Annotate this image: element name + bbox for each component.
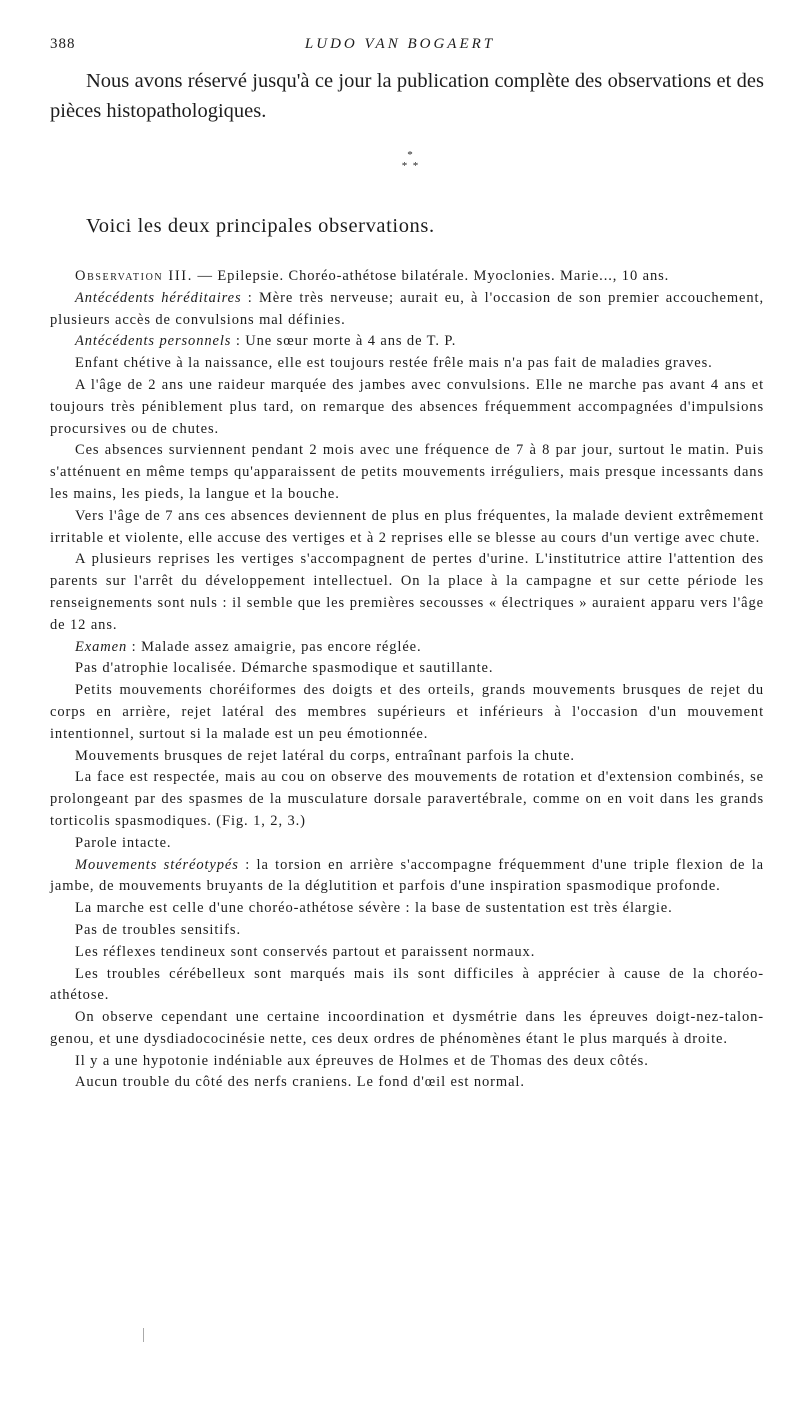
section-subheading: Voici les deux principales observations.: [86, 215, 435, 237]
observation-label: Observation III.: [75, 268, 193, 284]
margin-mark: [143, 1328, 144, 1342]
paragraph: Il y a une hypotonie indéniable aux épreuves de Holmes et de Thomas des deux côtés.: [75, 1052, 649, 1069]
paragraph-mouvements-stereotypes: Mouvements stéréotypés : la torsion en arrière s'accompagne fréquemment d'une triple flexion de la jambe, de mouvements bruyants de la déglutition et parfois d'une inspiration spasmodique profonde.: [50, 856, 765, 895]
paragraph: Pas de troubles sensitifs.: [75, 921, 241, 938]
running-title: LUDO VAN BOGAERT: [304, 36, 496, 52]
observation-summary: Epilepsie. Choréo-athétose bilatérale. Myoclonies. Marie..., 10 ans.: [217, 268, 670, 284]
stereotypes-label: Mouvements stéréotypés: [75, 856, 239, 873]
paragraph: Les troubles cérébelleux sont marqués mais ils sont difficiles à apprécier à cause de la choréo-athétose.: [50, 965, 764, 1004]
paragraph: La marche est celle d'une choréo-athétose sévère : la base de sustentation est très élargie.: [75, 900, 673, 917]
antecedents-hereditaires-label: Antécédents héréditaires: [75, 289, 242, 306]
paragraph-examen: Examen : Malade assez amaigrie, pas encore réglée.: [75, 638, 422, 655]
intro-paragraph: Nous avons réservé jusqu'à ce jour la publication complète des observations et des pièces histopathologiques.: [50, 70, 764, 122]
paragraph: A plusieurs reprises les vertiges s'accompagnent de pertes d'urine. L'institutrice attire l'attention des parents sur l'arrêt du développement intellectuel. On la place à la campagne et sur cette période les renseignements sont nuls : il semble que les premières secousses « électriques » auraient apparu vers l'âge de 12 ans.: [50, 551, 764, 633]
paragraph: Vers l'âge de 7 ans ces absences deviennent de plus en plus fréquentes, la malade devient extrêmement irritable et violente, elle accuse des vertiges et à 2 reprises elle se blesse au cours d'un vertige avec chute.: [50, 507, 764, 546]
observation-body: [50, 266, 764, 1094]
paragraph: Les réflexes tendineux sont conservés partout et paraissent normaux.: [75, 943, 536, 960]
paragraph: Pas d'atrophie localisée. Démarche spasmodique et sautillante.: [75, 660, 494, 677]
paragraph: Parole intacte.: [75, 834, 172, 851]
paragraph: A l'âge de 2 ans une raideur marquée des jambes avec convulsions. Elle ne marche pas avant 4 ans et toujours très péniblement plus tard, on remarque des absences fréquemment accompagnées d'impulsions procursives ou de chutes.: [50, 376, 764, 437]
paragraph: On observe cependant une certaine incoordination et dysmétrie dans les épreuves doigt-nez-talon-genou, et une dysdiadococinésie nette, ces deux ordres de phénomènes étant le plus marqués à droite.: [50, 1009, 764, 1047]
observation-heading: Observation III. — Epilepsie. Choréo-athétose bilatérale. Myoclonies. Marie..., 10 ans.: [75, 268, 670, 284]
paragraph: Aucun trouble du côté des nerfs craniens. Le fond d'œil est normal.: [75, 1074, 525, 1091]
section-separator: * * *: [401, 149, 419, 172]
antecedents-personnels-label: Antécédents personnels: [75, 333, 232, 350]
examen-label: Examen: [75, 638, 128, 655]
paragraph: Petits mouvements choréiformes des doigts et des orteils, grands mouvements brusques de rejet du corps en arrière, rejet latéral des membres supérieurs et inférieurs à l'occasion d'un mouvement intentionnel, surtout si la malade est un peu émotionnée.: [50, 682, 764, 742]
paragraph: Ces absences surviennent pendant 2 mois avec une fréquence de 7 à 8 par jour, surtout le matin. Puis s'atténuent en même temps qu'apparaissent de petits mouvements irréguliers, mais presque incessants dans les mains, les pieds, la langue et la bouche.: [50, 442, 764, 502]
paragraph: Enfant chétive à la naissance, elle est toujours restée frêle mais n'a pas fait de maladies graves.: [75, 355, 713, 372]
paragraph: Mouvements brusques de rejet latéral du corps, entraînant parfois la chute.: [75, 747, 575, 764]
paragraph-antecedents-hereditaires: Antécédents héréditaires : Mère très nerveuse; aurait eu, à l'occasion de son premier accouchement, plusieurs accès de convulsions mal définies.: [50, 289, 765, 328]
paragraph: La face est respectée, mais au cou on observe des mouvements de rotation et d'extension combinés, se prolongeant par des spasmes de la musculature dorsale paravertébrale, comme on en voit dans les grands torticolis spasmodiques. (Fig. 1, 2, 3.): [50, 769, 764, 829]
paragraph-antecedents-personnels: Antécédents personnels : Une sœur morte à 4 ans de T. P.: [75, 333, 457, 350]
page-number: 388: [50, 36, 76, 52]
